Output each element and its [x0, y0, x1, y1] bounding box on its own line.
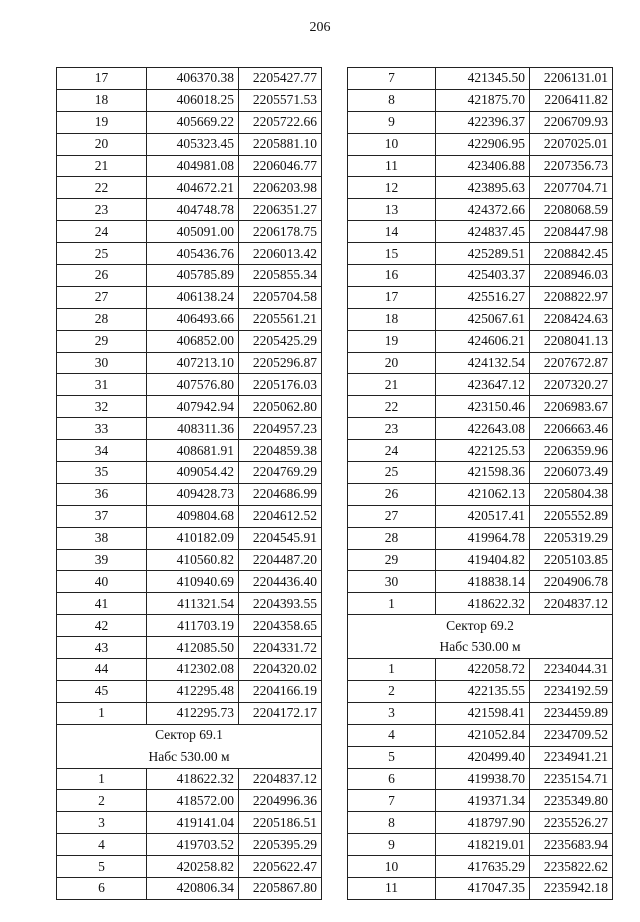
coordinate-x: 407942.94 [147, 396, 239, 418]
sector-height-row [57, 746, 322, 768]
coordinate-x: 405785.89 [147, 265, 239, 287]
point-number: 2 [348, 680, 436, 702]
coordinate-y: 2235942.18 [530, 877, 613, 899]
point-number: 36 [57, 483, 147, 505]
coordinate-x: 420517.41 [436, 505, 530, 527]
coordinate-y: 2204769.29 [239, 462, 322, 484]
coordinate-y: 2206411.82 [530, 89, 613, 111]
coordinate-y: 2205103.85 [530, 549, 613, 571]
coordinate-y: 2205427.77 [239, 68, 322, 90]
point-number: 10 [348, 856, 436, 878]
point-number: 20 [57, 133, 147, 155]
coordinate-x: 419703.52 [147, 834, 239, 856]
table-row [57, 440, 322, 462]
table-row [348, 768, 613, 790]
table-row [348, 790, 613, 812]
table-row [57, 549, 322, 571]
coordinate-y: 2204837.12 [530, 593, 613, 615]
coordinate-y: 2205319.29 [530, 527, 613, 549]
point-number: 13 [348, 199, 436, 221]
coordinate-x: 411703.19 [147, 615, 239, 637]
coordinate-y: 2208946.03 [530, 265, 613, 287]
coordinate-y: 2204996.36 [239, 790, 322, 812]
coordinate-y: 2204436.40 [239, 571, 322, 593]
coordinate-x: 407213.10 [147, 352, 239, 374]
table-row [348, 330, 613, 352]
point-number: 1 [348, 659, 436, 681]
table-row [348, 177, 613, 199]
table-row [348, 265, 613, 287]
point-number: 4 [348, 724, 436, 746]
point-number: 1 [57, 768, 147, 790]
coordinate-y: 2205804.38 [530, 483, 613, 505]
point-number: 26 [348, 483, 436, 505]
point-number: 33 [57, 418, 147, 440]
table-row [57, 462, 322, 484]
point-number: 7 [348, 68, 436, 90]
point-number: 20 [348, 352, 436, 374]
table-row [348, 593, 613, 615]
coordinate-y: 2205176.03 [239, 374, 322, 396]
coordinate-y: 2207025.01 [530, 133, 613, 155]
coordinate-y: 2205867.80 [239, 877, 322, 899]
coordinate-x: 418622.32 [436, 593, 530, 615]
coordinate-y: 2234044.31 [530, 659, 613, 681]
coordinate-y: 2207356.73 [530, 155, 613, 177]
coordinates-table-left [56, 67, 322, 900]
coordinate-y: 2205855.34 [239, 265, 322, 287]
point-number: 17 [348, 286, 436, 308]
coordinate-x: 406138.24 [147, 286, 239, 308]
point-number: 41 [57, 593, 147, 615]
table-row [57, 637, 322, 659]
table-row [348, 68, 613, 90]
table-row [57, 89, 322, 111]
sector-header-row [57, 724, 322, 746]
point-number: 1 [348, 593, 436, 615]
table-row [57, 199, 322, 221]
coordinate-x: 422643.08 [436, 418, 530, 440]
coordinate-y: 2204837.12 [239, 768, 322, 790]
coordinate-y: 2205561.21 [239, 308, 322, 330]
coordinate-x: 419371.34 [436, 790, 530, 812]
coordinate-x: 410560.82 [147, 549, 239, 571]
table-row [57, 330, 322, 352]
coordinate-x: 424372.66 [436, 199, 530, 221]
point-number: 25 [57, 243, 147, 265]
coordinate-x: 405323.45 [147, 133, 239, 155]
coordinate-x: 424837.45 [436, 221, 530, 243]
coordinate-y: 2205704.58 [239, 286, 322, 308]
coordinate-x: 425516.27 [436, 286, 530, 308]
coordinate-x: 411321.54 [147, 593, 239, 615]
table-row [57, 856, 322, 878]
coordinate-x: 418572.00 [147, 790, 239, 812]
coordinate-y: 2205571.53 [239, 89, 322, 111]
point-number: 9 [348, 111, 436, 133]
table-row [348, 856, 613, 878]
coordinate-y: 2204172.17 [239, 702, 322, 724]
table-row [348, 243, 613, 265]
table-row [57, 790, 322, 812]
coordinate-y: 2205395.29 [239, 834, 322, 856]
table-row [348, 483, 613, 505]
table-row [57, 834, 322, 856]
coordinate-y: 2234709.52 [530, 724, 613, 746]
point-number: 16 [348, 265, 436, 287]
coordinate-x: 404672.21 [147, 177, 239, 199]
coordinate-y: 2207672.87 [530, 352, 613, 374]
point-number: 19 [57, 111, 147, 133]
point-number: 28 [57, 308, 147, 330]
table-row [348, 374, 613, 396]
coordinate-x: 421598.41 [436, 702, 530, 724]
coordinate-y: 2205425.29 [239, 330, 322, 352]
table-row [348, 527, 613, 549]
coordinate-x: 417047.35 [436, 877, 530, 899]
table-row [57, 68, 322, 90]
point-number: 5 [57, 856, 147, 878]
table-row [57, 286, 322, 308]
coordinate-x: 422906.95 [436, 133, 530, 155]
point-number: 17 [57, 68, 147, 90]
point-number: 3 [57, 812, 147, 834]
table-row [57, 396, 322, 418]
coordinate-x: 408681.91 [147, 440, 239, 462]
sector-title: Сектор 69.2 [348, 615, 613, 637]
coordinate-x: 422125.53 [436, 440, 530, 462]
coordinate-y: 2204166.19 [239, 680, 322, 702]
table-row [57, 243, 322, 265]
coordinate-y: 2205296.87 [239, 352, 322, 374]
coordinate-x: 421875.70 [436, 89, 530, 111]
coordinate-y: 2204612.52 [239, 505, 322, 527]
coordinate-y: 2204320.02 [239, 659, 322, 681]
coordinate-y: 2206131.01 [530, 68, 613, 90]
coordinate-y: 2206073.49 [530, 462, 613, 484]
table-row [57, 877, 322, 899]
point-number: 23 [57, 199, 147, 221]
point-number: 1 [57, 702, 147, 724]
coordinate-x: 422396.37 [436, 111, 530, 133]
sector-height-row [348, 637, 613, 659]
table-row [57, 308, 322, 330]
coordinate-y: 2235526.27 [530, 812, 613, 834]
coordinate-x: 412085.50 [147, 637, 239, 659]
point-number: 23 [348, 418, 436, 440]
coordinate-x: 405436.76 [147, 243, 239, 265]
coordinate-x: 404981.08 [147, 155, 239, 177]
point-number: 5 [348, 746, 436, 768]
coordinate-y: 2235822.62 [530, 856, 613, 878]
table-row [348, 462, 613, 484]
point-number: 18 [57, 89, 147, 111]
table-row [348, 221, 613, 243]
coordinate-x: 418622.32 [147, 768, 239, 790]
table-row [57, 768, 322, 790]
point-number: 45 [57, 680, 147, 702]
table-row [57, 265, 322, 287]
point-number: 18 [348, 308, 436, 330]
point-number: 34 [57, 440, 147, 462]
coordinates-table-right [347, 67, 613, 900]
coordinate-y: 2206203.98 [239, 177, 322, 199]
table-row [348, 571, 613, 593]
table-row [348, 549, 613, 571]
coordinate-x: 409428.73 [147, 483, 239, 505]
coordinate-x: 419964.78 [436, 527, 530, 549]
coordinate-x: 424606.21 [436, 330, 530, 352]
coordinate-y: 2205881.10 [239, 133, 322, 155]
table-row [57, 352, 322, 374]
table-row [348, 89, 613, 111]
point-number: 21 [57, 155, 147, 177]
table-row [348, 877, 613, 899]
coordinate-x: 425067.61 [436, 308, 530, 330]
table-row [348, 133, 613, 155]
coordinate-y: 2206351.27 [239, 199, 322, 221]
coordinate-x: 420499.40 [436, 746, 530, 768]
point-number: 9 [348, 834, 436, 856]
table-row [57, 527, 322, 549]
point-number: 10 [348, 133, 436, 155]
coordinate-x: 422058.72 [436, 659, 530, 681]
coordinate-y: 2205186.51 [239, 812, 322, 834]
coordinate-x: 412302.08 [147, 659, 239, 681]
table-row [348, 352, 613, 374]
point-number: 25 [348, 462, 436, 484]
coordinate-x: 405669.22 [147, 111, 239, 133]
coordinate-x: 406852.00 [147, 330, 239, 352]
point-number: 26 [57, 265, 147, 287]
coordinate-y: 2208424.63 [530, 308, 613, 330]
coordinate-y: 2204358.65 [239, 615, 322, 637]
table-row [57, 374, 322, 396]
coordinate-y: 2205062.80 [239, 396, 322, 418]
coordinate-y: 2235154.71 [530, 768, 613, 790]
coordinate-x: 420806.34 [147, 877, 239, 899]
coordinate-x: 419141.04 [147, 812, 239, 834]
coordinate-x: 423895.63 [436, 177, 530, 199]
point-number: 28 [348, 527, 436, 549]
coordinate-y: 2205722.66 [239, 111, 322, 133]
table-row [57, 505, 322, 527]
point-number: 30 [348, 571, 436, 593]
table-row [348, 702, 613, 724]
point-number: 37 [57, 505, 147, 527]
coordinate-y: 2207704.71 [530, 177, 613, 199]
coordinate-y: 2234192.59 [530, 680, 613, 702]
coordinate-y: 2206046.77 [239, 155, 322, 177]
coordinate-x: 425403.37 [436, 265, 530, 287]
point-number: 27 [348, 505, 436, 527]
coordinate-x: 404748.78 [147, 199, 239, 221]
table-row [57, 418, 322, 440]
coordinate-y: 2208822.97 [530, 286, 613, 308]
point-number: 12 [348, 177, 436, 199]
point-number: 42 [57, 615, 147, 637]
coordinate-y: 2204331.72 [239, 637, 322, 659]
table-row [57, 680, 322, 702]
table-row [348, 396, 613, 418]
point-number: 44 [57, 659, 147, 681]
coordinate-y: 2234941.21 [530, 746, 613, 768]
coordinate-x: 409054.42 [147, 462, 239, 484]
table-row [348, 746, 613, 768]
page-number: 206 [309, 20, 331, 35]
coordinate-x: 418219.01 [436, 834, 530, 856]
table-row [348, 199, 613, 221]
point-number: 31 [57, 374, 147, 396]
table-row [348, 111, 613, 133]
coordinate-y: 2206359.96 [530, 440, 613, 462]
point-number: 11 [348, 877, 436, 899]
coordinate-x: 421598.36 [436, 462, 530, 484]
coordinate-x: 417635.29 [436, 856, 530, 878]
table-row [57, 483, 322, 505]
coordinate-x: 405091.00 [147, 221, 239, 243]
table-row [57, 702, 322, 724]
coordinate-y: 2204686.99 [239, 483, 322, 505]
point-number: 6 [57, 877, 147, 899]
coordinate-y: 2208068.59 [530, 199, 613, 221]
sector-height: Набс 530.00 м [57, 746, 322, 768]
point-number: 6 [348, 768, 436, 790]
coordinate-y: 2234459.89 [530, 702, 613, 724]
point-number: 15 [348, 243, 436, 265]
table-row [348, 308, 613, 330]
point-number: 11 [348, 155, 436, 177]
coordinate-x: 412295.73 [147, 702, 239, 724]
point-number: 32 [57, 396, 147, 418]
point-number: 3 [348, 702, 436, 724]
table-row [348, 834, 613, 856]
coordinate-y: 2204957.23 [239, 418, 322, 440]
coordinate-y: 2205622.47 [239, 856, 322, 878]
table-row [348, 440, 613, 462]
point-number: 39 [57, 549, 147, 571]
table-row [57, 221, 322, 243]
sector-height: Набс 530.00 м [348, 637, 613, 659]
coordinate-x: 423647.12 [436, 374, 530, 396]
table-row [57, 812, 322, 834]
point-number: 24 [348, 440, 436, 462]
table-row [57, 593, 322, 615]
coordinate-x: 423406.88 [436, 155, 530, 177]
coordinate-x: 406018.25 [147, 89, 239, 111]
coordinate-x: 406370.38 [147, 68, 239, 90]
table-row [348, 724, 613, 746]
coordinate-y: 2206983.67 [530, 396, 613, 418]
coordinate-y: 2208842.45 [530, 243, 613, 265]
coordinate-x: 421062.13 [436, 483, 530, 505]
coordinate-x: 419404.82 [436, 549, 530, 571]
coordinate-y: 2235683.94 [530, 834, 613, 856]
coordinate-x: 406493.66 [147, 308, 239, 330]
sector-header-row [348, 615, 613, 637]
coordinate-x: 412295.48 [147, 680, 239, 702]
point-number: 21 [348, 374, 436, 396]
point-number: 22 [57, 177, 147, 199]
table-row [348, 286, 613, 308]
point-number: 24 [57, 221, 147, 243]
table-row [348, 505, 613, 527]
coordinate-y: 2204906.78 [530, 571, 613, 593]
coordinate-x: 410182.09 [147, 527, 239, 549]
point-number: 27 [57, 286, 147, 308]
coordinate-x: 423150.46 [436, 396, 530, 418]
coordinate-x: 420258.82 [147, 856, 239, 878]
coordinate-x: 410940.69 [147, 571, 239, 593]
coordinate-x: 422135.55 [436, 680, 530, 702]
point-number: 7 [348, 790, 436, 812]
table-row [348, 418, 613, 440]
coordinate-y: 2206663.46 [530, 418, 613, 440]
coordinate-y: 2206709.93 [530, 111, 613, 133]
point-number: 19 [348, 330, 436, 352]
coordinate-x: 408311.36 [147, 418, 239, 440]
coordinate-y: 2208041.13 [530, 330, 613, 352]
table-row [57, 615, 322, 637]
coordinate-x: 418838.14 [436, 571, 530, 593]
point-number: 2 [57, 790, 147, 812]
table-row [57, 177, 322, 199]
table-row [348, 155, 613, 177]
point-number: 29 [348, 549, 436, 571]
coordinate-x: 425289.51 [436, 243, 530, 265]
point-number: 40 [57, 571, 147, 593]
coordinate-y: 2207320.27 [530, 374, 613, 396]
coordinate-y: 2205552.89 [530, 505, 613, 527]
coordinate-y: 2204859.38 [239, 440, 322, 462]
point-number: 38 [57, 527, 147, 549]
point-number: 8 [348, 89, 436, 111]
table-row [57, 571, 322, 593]
point-number: 4 [57, 834, 147, 856]
coordinate-x: 421345.50 [436, 68, 530, 90]
coordinate-x: 421052.84 [436, 724, 530, 746]
point-number: 43 [57, 637, 147, 659]
point-number: 8 [348, 812, 436, 834]
point-number: 29 [57, 330, 147, 352]
coordinate-x: 419938.70 [436, 768, 530, 790]
point-number: 30 [57, 352, 147, 374]
coordinate-y: 2204487.20 [239, 549, 322, 571]
coordinate-x: 424132.54 [436, 352, 530, 374]
table-row [57, 111, 322, 133]
point-number: 35 [57, 462, 147, 484]
table-row [348, 659, 613, 681]
table-row [348, 680, 613, 702]
point-number: 14 [348, 221, 436, 243]
coordinate-x: 409804.68 [147, 505, 239, 527]
coordinate-y: 2204393.55 [239, 593, 322, 615]
coordinate-x: 407576.80 [147, 374, 239, 396]
coordinate-y: 2206013.42 [239, 243, 322, 265]
table-row [57, 659, 322, 681]
coordinate-y: 2206178.75 [239, 221, 322, 243]
coordinate-y: 2204545.91 [239, 527, 322, 549]
coordinate-y: 2235349.80 [530, 790, 613, 812]
sector-title: Сектор 69.1 [57, 724, 322, 746]
coordinate-y: 2208447.98 [530, 221, 613, 243]
point-number: 22 [348, 396, 436, 418]
table-row [348, 812, 613, 834]
coordinate-x: 418797.90 [436, 812, 530, 834]
table-row [57, 133, 322, 155]
table-row [57, 155, 322, 177]
